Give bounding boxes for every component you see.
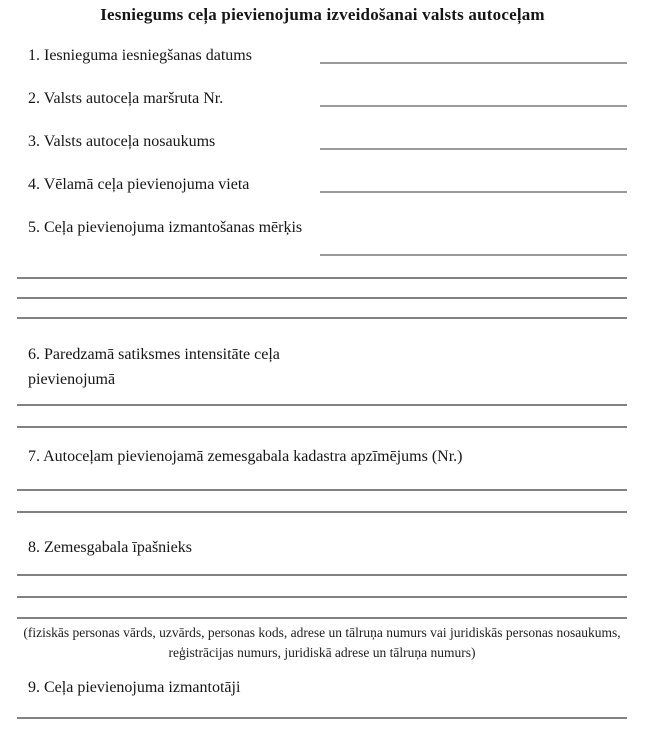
field-line-usage-purpose-4[interactable] <box>17 317 627 319</box>
field-line-usage-purpose-2[interactable] <box>17 277 627 279</box>
field-line-traffic-intensity-2[interactable] <box>17 426 627 428</box>
field-line-submission-date[interactable] <box>320 62 627 64</box>
field-label-connection-users: 9. Ceļa pievienojuma izmantotāji <box>28 679 241 696</box>
field-line-usage-purpose-1[interactable] <box>320 254 627 256</box>
field-line-traffic-intensity-1[interactable] <box>17 404 627 406</box>
field-line-connection-place[interactable] <box>320 191 627 193</box>
field-line-land-owner-2[interactable] <box>17 596 627 598</box>
field-label-connection-place: 4. Vēlamā ceļa pievienojuma vieta <box>28 176 250 193</box>
field-line-cadastre-number-2[interactable] <box>17 511 627 513</box>
field-label-traffic-intensity: 6. Paredzamā satiksmes intensitāte ceļa pievienojumā <box>28 346 280 388</box>
field-line-land-owner-3[interactable] <box>17 617 627 619</box>
field-line-connection-users[interactable] <box>17 717 627 719</box>
form-title: Iesniegums ceļa pievienojuma izveidošanai valsts autoceļam <box>100 5 545 24</box>
field-label-usage-purpose: 5. Ceļa pievienojuma izmantošanas mērķis <box>28 219 303 236</box>
field-line-road-name[interactable] <box>320 148 627 150</box>
land-owner-explanatory-note: (fiziskās personas vārds, uzvārds, personas kods, adrese un tālruņa numurs vai juridiskās personas nosaukums, reģistrācijas numurs, juridiskā adrese un tālruņa numurs) <box>23 625 621 660</box>
field-line-cadastre-number-1[interactable] <box>17 489 627 491</box>
field-line-land-owner-1[interactable] <box>17 574 627 576</box>
field-label-road-name: 3. Valsts autoceļa nosaukums <box>28 133 216 150</box>
field-label-cadastre-number: 7. Autoceļam pievienojamā zemesgabala kadastra apzīmējums (Nr.) <box>28 448 463 465</box>
field-label-submission-date: 1. Iesnieguma iesniegšanas datums <box>28 47 252 64</box>
field-line-usage-purpose-3[interactable] <box>17 297 627 299</box>
field-line-route-number[interactable] <box>320 105 627 107</box>
field-label-route-number: 2. Valsts autoceļa maršruta Nr. <box>28 90 224 107</box>
field-label-land-owner: 8. Zemesgabala īpašnieks <box>28 539 192 556</box>
